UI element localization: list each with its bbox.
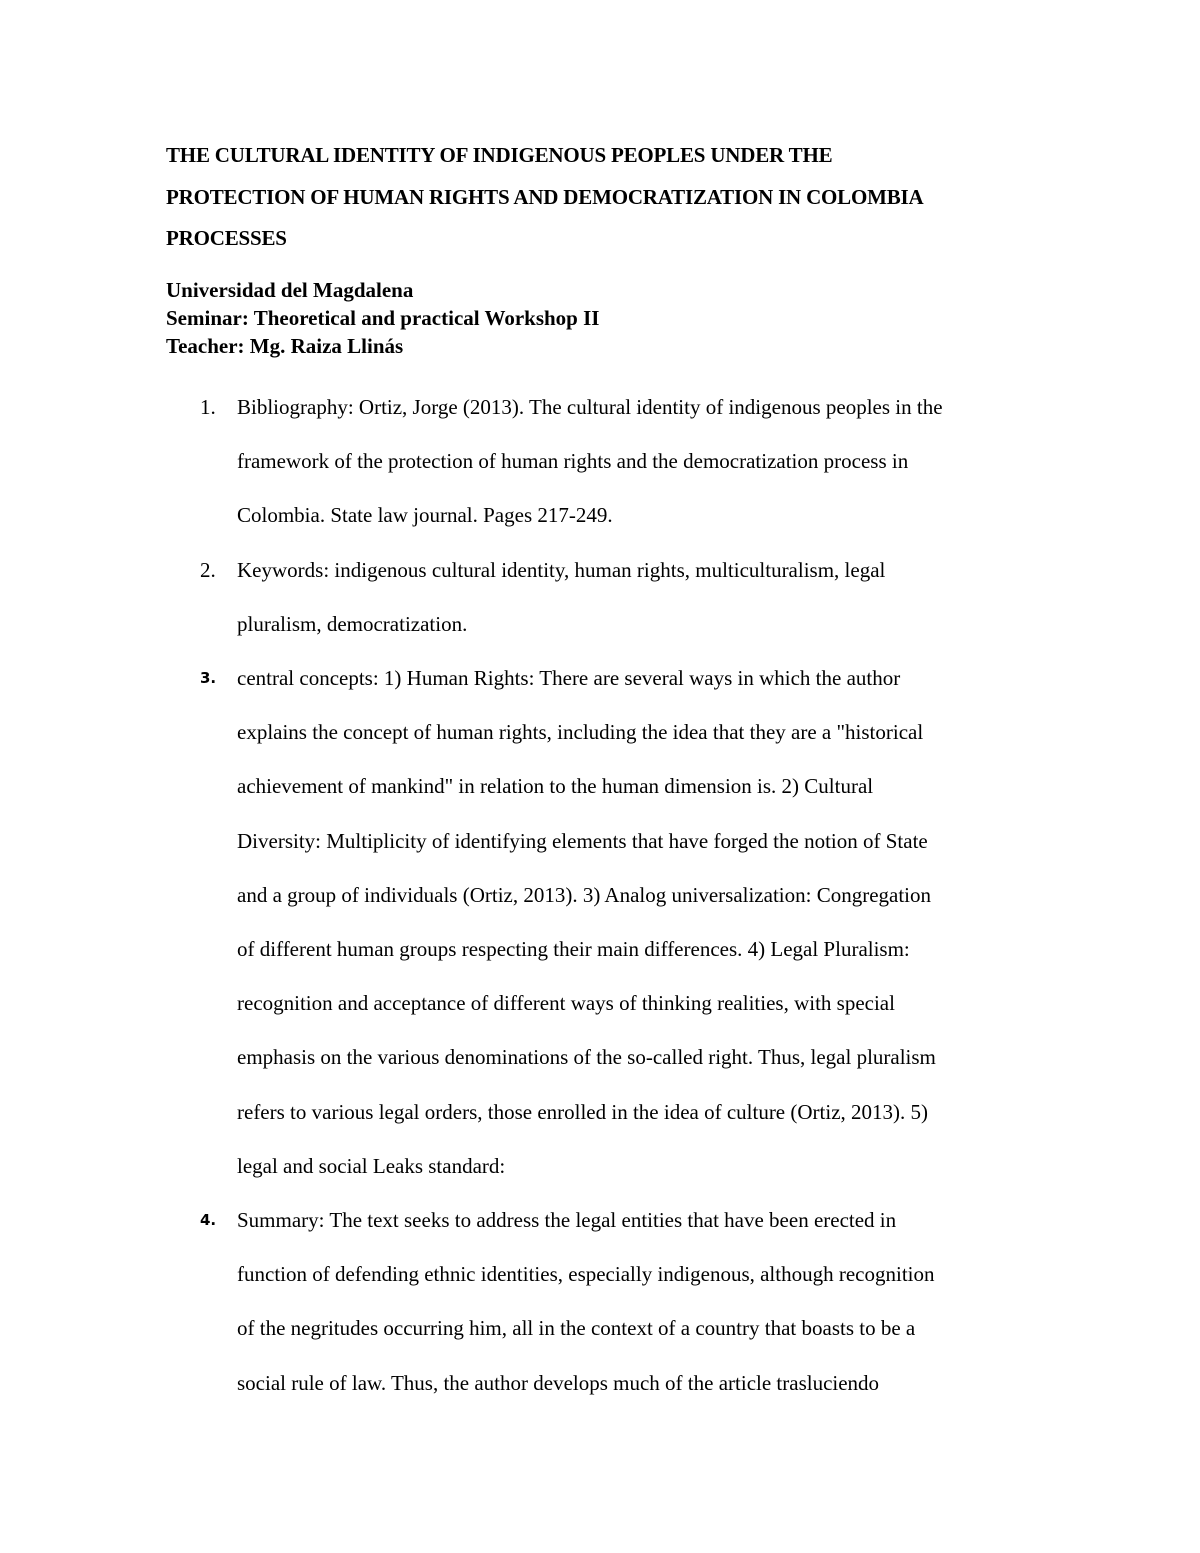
list-line: recognition and acceptance of different ways of thinking realities, with special [237,991,895,1016]
title-line: THE CULTURAL IDENTITY OF INDIGENOUS PEOPLES UNDER THE [166,143,833,167]
list-line: achievement of mankind" in relation to the human dimension is. 2) Cultural [237,774,874,799]
list-line: of different human groups respecting their main differences. 4) Legal Pluralism: [237,937,910,962]
list-line: Keywords: indigenous cultural identity, human rights, multiculturalism, legal [237,557,886,582]
list-line: pluralism, democratization. [237,611,468,636]
list-item-bibliography [166,380,1046,543]
list-line: central concepts: 1) Human Rights: There are several ways in which the author [237,666,901,691]
list-number: 3. [200,669,217,688]
list-line: legal and social Leaks standard: [237,1153,506,1178]
list-line: Diversity: Multiplicity of identifying elements that have forged the notion of State [237,828,928,853]
list-line: Summary: The text seeks to address the legal entities that have been erected in [237,1208,897,1233]
title-line: PROTECTION OF HUMAN RIGHTS AND DEMOCRATIZATION IN COLOMBIA [166,184,924,209]
list-line: Bibliography: Ortiz, Jorge (2013). The cultural identity of indigenous peoples in the [237,395,943,419]
list-line: explains the concept of human rights, including the idea that they are a "historical [237,720,924,745]
list-item-keywords [166,543,1046,651]
list-number: 2. [200,557,216,582]
title-line: PROCESSES [166,226,287,250]
list-line: of the negritudes occurring him, all in the context of a country that boasts to be a [237,1316,916,1341]
document-meta [166,276,1046,360]
list-line: function of defending ethnic identities, especially indigenous, although recognition [237,1262,935,1287]
document-title [166,135,1046,260]
list-line: and a group of individuals (Ortiz, 2013). 3) Analog universalization: Congregation [237,882,932,907]
list-line: emphasis on the various denominations of the so-called right. Thus, legal pluralism [237,1045,936,1070]
list-line: social rule of law. Thus, the author develops much of the article trasluciendo [237,1370,880,1395]
list-number: 4. [200,1211,217,1230]
list-line: framework of the protection of human rights and the democratization process in [237,449,909,474]
list-line: refers to various legal orders, those enrolled in the idea of culture (Ortiz, 2013). 5) [237,1099,929,1124]
list-item-summary [166,1193,1046,1410]
seminar-name: Seminar: Theoretical and practical Workshop II [166,306,600,330]
list-line: Colombia. State law journal. Pages 217-249. [237,503,613,528]
university-name: Universidad del Magdalena [166,278,414,302]
teacher-name: Teacher: Mg. Raiza Llinás [166,334,404,358]
numbered-list [166,380,1046,1410]
list-number: 1. [200,395,216,419]
list-item-central-concepts [166,651,1046,1193]
